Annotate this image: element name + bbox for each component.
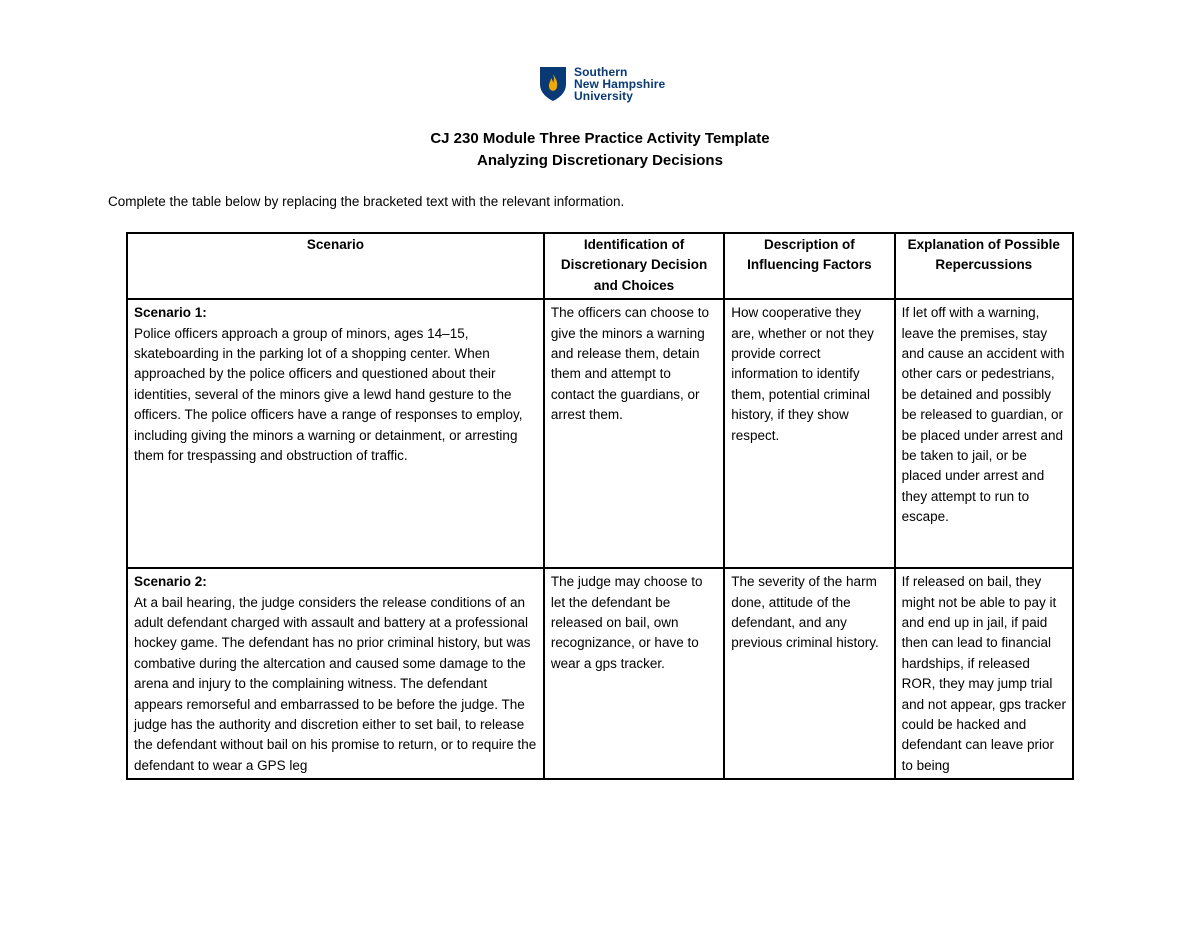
scenario-text: Police officers approach a group of minors, ages 14–15, skateboarding in the parking lot of a shopping center. When approached by the police officers and questioned about their identities, several of the minors give a lewd hand gesture to the officers. The police officers have a range of responses to employ, including giving the minors a warning or detainment, or arresting them for trespassing and obstruction of traffic. <box>134 325 523 464</box>
logo-line-1: Southern <box>574 65 628 79</box>
decision-cell[interactable]: The judge may choose to let the defendant be released on bail, own recognizance, or have to wear a gps tracker. <box>544 568 724 779</box>
logo-wordmark <box>574 66 665 102</box>
logo-line-3: University <box>574 89 634 103</box>
header-decision: Identification of Discretionary Decision and Choices <box>544 233 724 299</box>
document-title: CJ 230 Module Three Practice Activity Template <box>430 130 770 147</box>
instructions-text: Complete the table below by replacing the bracketed text with the relevant information. <box>108 194 625 209</box>
table-header-row <box>127 233 1073 299</box>
factors-cell[interactable]: How cooperative they are, whether or not they provide correct information to identify them, potential criminal history, if they show respect. <box>724 299 894 568</box>
repercussions-cell[interactable]: If released on bail, they might not be able to pay it and end up in jail, if paid then can lead to financial hardships, if released ROR, they may jump trial and not appear, gps tracker could be hacked and defendant can leave prior to being <box>895 568 1073 779</box>
scenario-title: Scenario 2: <box>134 574 207 590</box>
decision-cell[interactable]: The officers can choose to give the minors a warning and release them, detain them and attempt to contact the guardians, or arrest them. <box>544 299 724 568</box>
shield-flame-icon <box>539 66 567 102</box>
header-repercussions: Explanation of Possible Repercussions <box>895 233 1073 299</box>
scenario-cell[interactable] <box>127 299 544 568</box>
discretionary-decisions-table <box>126 232 1074 780</box>
header-factors: Description of Influencing Factors <box>724 233 894 299</box>
university-logo <box>539 66 665 102</box>
table-row <box>127 568 1073 779</box>
scenario-cell[interactable] <box>127 568 544 779</box>
scenario-text: At a bail hearing, the judge considers the release conditions of an adult defendant charged with assault and battery at a professional hockey game. The defendant has no prior criminal history, but was combative during the altercation and caused some damage to the arena and injury to the complaining witness. The defendant appears remorseful and embarrassed to be before the judge. The judge has the authority and discretion either to set bail, to release the defendant without bail on his promise to return, or to require the defendant to wear a GPS leg <box>134 594 537 773</box>
factors-cell[interactable]: The severity of the harm done, attitude of the defendant, and any previous criminal history. <box>724 568 894 779</box>
repercussions-cell[interactable]: If let off with a warning, leave the premises, stay and cause an accident with other cars or pedestrians, be detained and possibly be released to guardian, or be placed under arrest and be taken to jail, or be placed under arrest and they attempt to run to escape. <box>895 299 1073 568</box>
table-row <box>127 299 1073 568</box>
scenario-title: Scenario 1: <box>134 305 207 321</box>
logo-line-2: New Hampshire <box>574 77 666 91</box>
header-scenario: Scenario <box>127 233 544 299</box>
document-subtitle: Analyzing Discretionary Decisions <box>477 152 723 169</box>
